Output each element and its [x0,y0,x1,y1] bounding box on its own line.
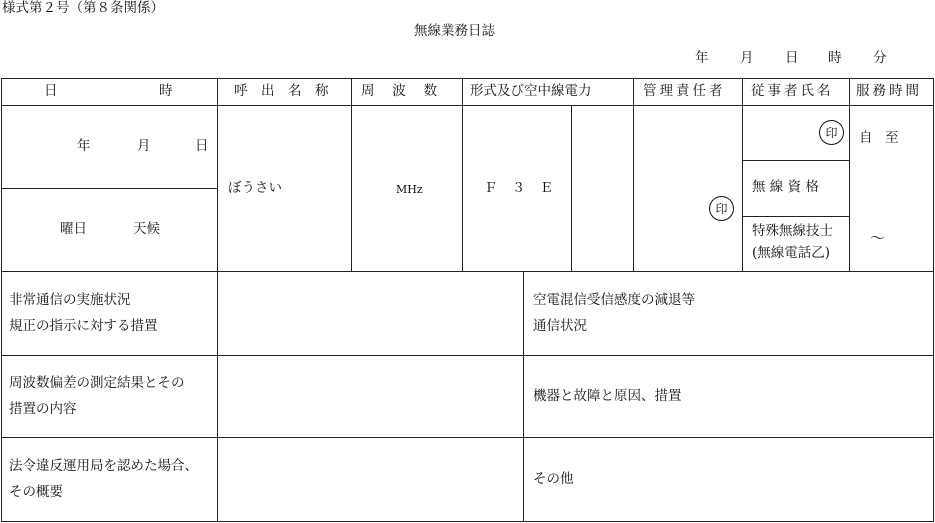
form-id: 様式第２号（第８条関係） [2,0,164,16]
header-datetime-day: 日 [44,83,58,99]
table-col-5 [742,78,743,271]
table-border-top [1,78,934,79]
table-section-mid [523,271,524,522]
row1-month-label: 月 [137,138,151,154]
table-operator-divider-2 [742,216,849,217]
table-border-right [933,78,934,522]
table-col-3 [462,78,463,271]
table-col-2 [351,78,352,271]
header-emission-power: 形式及び空中線電力 [470,83,592,99]
service-to-label: 至 [885,130,899,146]
header-manager: 管理責任者 [643,83,726,99]
header-frequency: 周 波 数 [361,83,438,99]
header-service-hours: 服務時間 [856,83,922,99]
qualification-line-2: (無線電話乙) [752,245,831,261]
table-operator-divider-1 [742,160,849,161]
operator-seal: 印 [819,120,844,145]
table-border-bottom [1,521,934,522]
frequency-unit: MHz [396,183,423,196]
date-header-day: 日 [785,50,799,66]
section-1-left-line-1: 非常通信の実施状況 [9,292,131,308]
section-2-left-line-2: 措置の内容 [9,401,77,417]
manager-seal: 印 [709,196,734,221]
table-row1-bottom [1,271,934,272]
table-header-bottom [1,105,934,106]
date-header-year: 年 [695,50,709,66]
row1-weather-label: 天候 [133,221,160,237]
table-section1-bottom [1,355,934,356]
section-1-left-line-2: 規正の指示に対する措置 [9,318,158,334]
row1-weekday-label: 曜日 [60,221,87,237]
section-2-right-line-1: 機器と故障と原因、措置 [533,388,682,404]
table-border-left [1,78,2,522]
page-title: 無線業務日誌 [414,23,495,39]
date-header-minute: 分 [873,50,887,66]
section-3-left-line-2: その概要 [9,484,63,500]
date-header-month: 月 [740,50,754,66]
table-col-1 [217,78,218,522]
table-datetime-divider [1,188,217,189]
section-3-right-line-1: その他 [533,471,574,487]
header-callsign: 呼 出 名 称 [234,83,329,99]
section-3-left-line-1: 法令違反運用局を認めた場合、 [9,458,198,474]
date-header-hour: 時 [828,50,842,66]
table-col-4 [633,78,634,271]
header-datetime-time: 時 [159,83,173,99]
service-from-label: 自 [859,130,873,146]
table-col-3b [571,105,572,271]
table-section2-bottom [1,437,934,438]
section-2-left-line-1: 周波数偏差の測定結果とその [9,375,185,391]
header-operator: 従事者氏名 [751,83,834,99]
callsign-value: ぼうさい [228,180,282,196]
table-col-6 [849,78,850,271]
qualification-line-1: 特殊無線技士 [752,223,833,239]
emission-type: Ｆ ３ Ｅ [484,180,554,196]
row1-day-label: 日 [195,138,209,154]
qualification-label: 無 線 資 格 [752,179,819,195]
section-1-right-line-2: 通信状況 [533,318,587,334]
row1-year-label: 年 [77,138,91,154]
section-1-right-line-1: 空電混信受信感度の減退等 [533,292,695,308]
service-tilde: ～ [870,229,886,247]
